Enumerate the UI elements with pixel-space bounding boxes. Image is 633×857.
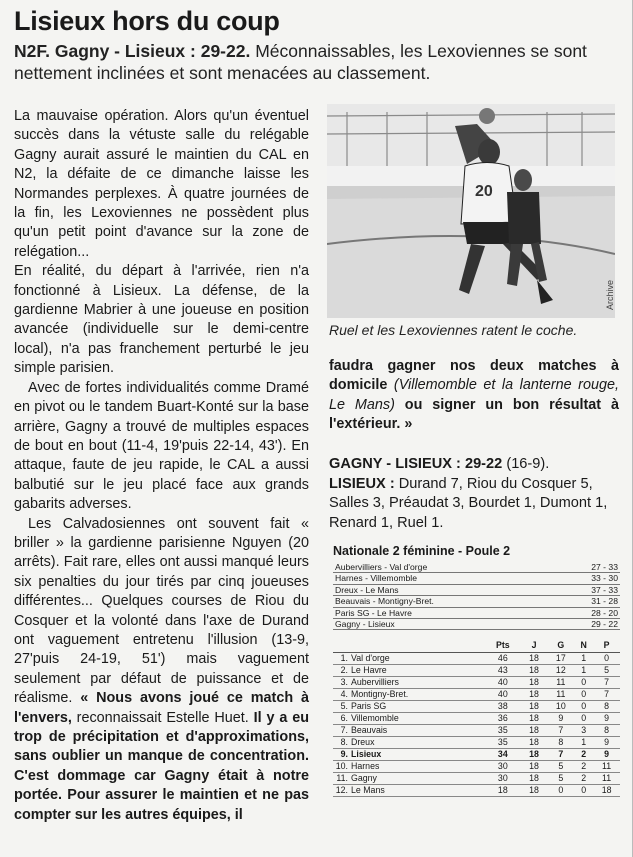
standings-rank: 9. (340, 749, 348, 760)
standings-g: 8 (547, 737, 574, 749)
league-box (333, 544, 623, 797)
standings-g: 9 (547, 713, 574, 725)
standings-team (333, 689, 485, 701)
standings-j: 18 (521, 785, 548, 797)
standings-row (333, 737, 620, 749)
standings-n: 0 (574, 701, 593, 713)
standings-rank: 2. (340, 665, 348, 676)
standings-n: 0 (574, 677, 593, 689)
result-match: Dreux - Le Mans (333, 584, 576, 595)
result-score: 31 - 28 (576, 596, 620, 607)
article-photo (327, 104, 615, 318)
standings-n: 2 (574, 773, 593, 785)
quote-continued: Il y a eu trop de précipitation et d'approximations, sans oublier un manque de concentration. C'est dommage car Gagny était à notre portée. Pour assurer le maintien et ne pas compter sur les autres équipes, il (14, 709, 309, 823)
quote-continued-col2-placeholder: faudra gagner nos deux matches à domicile (329, 358, 619, 394)
standings-header: N (574, 639, 593, 653)
standings-team (333, 665, 485, 677)
standings-j: 18 (521, 665, 548, 677)
standings-pts: 38 (485, 701, 521, 713)
result-row (333, 607, 620, 618)
standings-n: 0 (574, 689, 593, 701)
standings-pts: 30 (485, 761, 521, 773)
result-row (333, 596, 620, 607)
result-match: Gagny - Lisieux (333, 619, 576, 630)
standings-team-name: Harnes (351, 761, 380, 772)
standings-team-name: Aubervilliers (351, 677, 399, 688)
standings-n: 1 (574, 653, 593, 665)
standings-team-name: Lisieux (351, 749, 382, 760)
standings-header-team (333, 639, 485, 653)
standings-row (333, 761, 620, 773)
standings-team-name: Villemomble (351, 713, 399, 724)
result-score: 29 - 22 (576, 619, 620, 630)
standings-n: 0 (574, 785, 593, 797)
standings-pts: 36 (485, 713, 521, 725)
standings-row (333, 701, 620, 713)
result-row (333, 619, 620, 630)
standings-j: 18 (521, 713, 548, 725)
result-match: Paris SG - Le Havre (333, 607, 576, 618)
result-score: 37 - 33 (576, 584, 620, 595)
headline: Lisieux hors du coup (14, 6, 280, 36)
result-match: Beauvais - Montigny-Bret. (333, 596, 576, 607)
result-score: 33 - 30 (576, 573, 620, 584)
standings-header: P (593, 639, 620, 653)
standings-j: 18 (521, 653, 548, 665)
standings-team-name: Gagny (351, 773, 377, 784)
standings-row (333, 725, 620, 737)
standings-j: 18 (521, 677, 548, 689)
standings-header: J (521, 639, 548, 653)
result-row (333, 573, 620, 584)
standings-team-name: Paris SG (351, 701, 387, 712)
paragraph-1: La mauvaise opération. Alors qu'un éventuel succès dans la vétuste salle du relégable Gagny aurait assuré le maintien du CAL en N2, la défaite de ce dimanche laisse les Normandes perplexes. À quatre journées de la fin, les Lexoviennes ne possèdent plus qu'un petit point d'avance sur la zone de relégation... (14, 108, 309, 260)
standings-team (333, 737, 485, 749)
standings-team-name: Val d'orge (351, 653, 390, 664)
standings-pts: 35 (485, 737, 521, 749)
league-title: Nationale 2 féminine - Poule 2 (333, 544, 511, 558)
result-score: 27 - 33 (576, 562, 620, 573)
standings-row (333, 665, 620, 677)
standings-row (333, 689, 620, 701)
standings-p: 11 (593, 773, 620, 785)
standings-j: 18 (521, 701, 548, 713)
standings-g: 12 (547, 665, 574, 677)
standings-team (333, 749, 485, 761)
standings-j: 18 (521, 689, 548, 701)
standings-pts: 46 (485, 653, 521, 665)
standings-n: 0 (574, 713, 593, 725)
scorers-team: LISIEUX : (329, 475, 395, 492)
standings-team-name: Beauvais (351, 725, 388, 736)
standings-p: 11 (593, 761, 620, 773)
standings-rank: 3. (340, 677, 348, 688)
standings-rank: 7. (340, 725, 348, 736)
standings-j: 18 (521, 749, 548, 761)
standings-g: 17 (547, 653, 574, 665)
standings-p: 7 (593, 677, 620, 689)
standings-row (333, 773, 620, 785)
standings-team-name: Le Mans (351, 785, 385, 796)
standings-n: 2 (574, 749, 593, 761)
standings-rank: 6. (340, 713, 348, 724)
standings-j: 18 (521, 761, 548, 773)
jersey-number: 20 (475, 183, 493, 200)
standings-rank: 12. (335, 785, 348, 796)
standings-pts: 30 (485, 773, 521, 785)
standings-team (333, 761, 485, 773)
standings-team (333, 701, 485, 713)
score-headline: GAGNY - LISIEUX : 29-22 (329, 456, 503, 472)
standings-pts: 43 (485, 665, 521, 677)
standings-team (333, 785, 485, 797)
standings-p: 18 (593, 785, 620, 797)
score-line (329, 455, 619, 475)
standings-team (333, 773, 485, 785)
standings-p: 9 (593, 749, 620, 761)
standings-g: 11 (547, 677, 574, 689)
standings-rank: 5. (340, 701, 348, 712)
standings-n: 3 (574, 725, 593, 737)
standings-pts: 34 (485, 749, 521, 761)
score-halftime: (16-9). (502, 456, 550, 472)
standings-j: 18 (521, 737, 548, 749)
standings-team (333, 677, 485, 689)
standings-g: 7 (547, 725, 574, 737)
deck-lead: N2F. Gagny - Lisieux : 29-22. (14, 41, 251, 61)
paragraph-3: Avec de fortes individualités comme Dramé en pivot ou le tandem Buart-Konté sur la base arrière, Gagny a trouvé de multiples espaces de bout en bout (11-4, 19'puis 22-14, 43'). En attaque, faute de jeu rapide, le CAL a aussi balbutié sur le jeu placé face aux grands gabarits adverses. (14, 379, 309, 513)
result-match: Aubervilliers - Val d'orge (333, 562, 576, 573)
paragraph-4 (14, 515, 309, 826)
result-score: 28 - 20 (576, 607, 620, 618)
standings-p: 9 (593, 737, 620, 749)
result-row (333, 562, 620, 573)
standings-j: 18 (521, 773, 548, 785)
standings-row (333, 713, 620, 725)
standings-team (333, 713, 485, 725)
standings-team (333, 653, 485, 665)
standings-team-name: Le Havre (351, 665, 387, 676)
standings-header: G (547, 639, 574, 653)
standings-g: 0 (547, 785, 574, 797)
standings-p: 9 (593, 713, 620, 725)
standings-rank: 11. (336, 773, 348, 784)
standings-rank: 10. (335, 761, 348, 772)
standings-row (333, 785, 620, 797)
standings-j: 18 (521, 725, 548, 737)
quote-attribution: reconnaissait Estelle Huet. (71, 709, 249, 726)
standings-g: 11 (547, 689, 574, 701)
article-column-1 (14, 107, 309, 825)
photo-caption: Ruel et les Lexoviennes ratent le coche. (329, 322, 578, 338)
quote-parenthesis: (Villemomble et la lanterne rouge, Le Mans) (329, 377, 619, 413)
standings-header: Pts (485, 639, 521, 653)
standings-p: 8 (593, 725, 620, 737)
quote-open: « Nous avons joué ce match à l'envers, (14, 690, 309, 726)
scorers-line (329, 475, 619, 534)
results-table (333, 562, 620, 630)
standings-n: 1 (574, 665, 593, 677)
scorers-list: Durand 7, Riou du Cosquer 5, Salles 3, Préaudat 3, Bourdet 1, Dumont 1, Renard 1, Ruel 1. (329, 475, 608, 531)
deck (14, 40, 614, 84)
standings-team (333, 725, 485, 737)
standings-team-name: Dreux (351, 737, 375, 748)
standings-g: 5 (547, 761, 574, 773)
standings-p: 7 (593, 689, 620, 701)
standings-g: 5 (547, 773, 574, 785)
standings-row (333, 653, 620, 665)
handball-photo-illustration (327, 104, 615, 318)
score-box (329, 455, 619, 533)
quote-end: ou signer un bon résultat à l'extérieur. » (329, 396, 619, 433)
standings-team-name: Montigny-Bret. (351, 689, 409, 700)
standings-pts: 18 (485, 785, 521, 797)
standings-rank: 1. (340, 653, 348, 664)
standings-p: 0 (593, 653, 620, 665)
paragraph-2: En réalité, du départ à l'arrivée, rien n'a fonctionné à Lisieux. La défense, de la gardienne Mabrier à une joueuse en position avancée (individuelle sur le demi-centre local), n'a pas franchement perturbé le jeu simple parisien. (14, 263, 309, 377)
standings-n: 1 (574, 737, 593, 749)
standings-rank: 4. (340, 689, 348, 700)
standings-pts: 40 (485, 677, 521, 689)
standings-g: 7 (547, 749, 574, 761)
standings-p: 8 (593, 701, 620, 713)
standings-n: 2 (574, 761, 593, 773)
standings-p: 5 (593, 665, 620, 677)
article-column-2 (329, 357, 619, 435)
result-row (333, 584, 620, 595)
standings-pts: 40 (485, 689, 521, 701)
standings-row (333, 677, 620, 689)
photo-credit: Archive (605, 279, 615, 310)
standings-rank: 8. (340, 737, 348, 748)
standings-g: 10 (547, 701, 574, 713)
standings-table (333, 639, 620, 797)
result-match: Harnes - Villemomble (333, 573, 576, 584)
standings-row (333, 749, 620, 761)
paragraph-4-text: Les Calvadosiennes ont souvent fait « briller » la gardienne parisienne Nguyen (20 arrêts). Fait rare, elles ont aussi manqué leurs six penalties du jour tirés par cinq joueuses différentes... Quelques courses de Riou du Cosquer et la volonté dans l'axe de Durand ont vaguement entretenu l'illusion (13-9, 27'puis 24-19, 51') mais vaguement seulement par défaut de puissance et de réalisme. (14, 515, 309, 707)
standings-pts: 35 (485, 725, 521, 737)
deck-text: Méconnaissables, les Lexoviennes se sont nettement inclinées et sont menacées au classement. (14, 41, 587, 83)
